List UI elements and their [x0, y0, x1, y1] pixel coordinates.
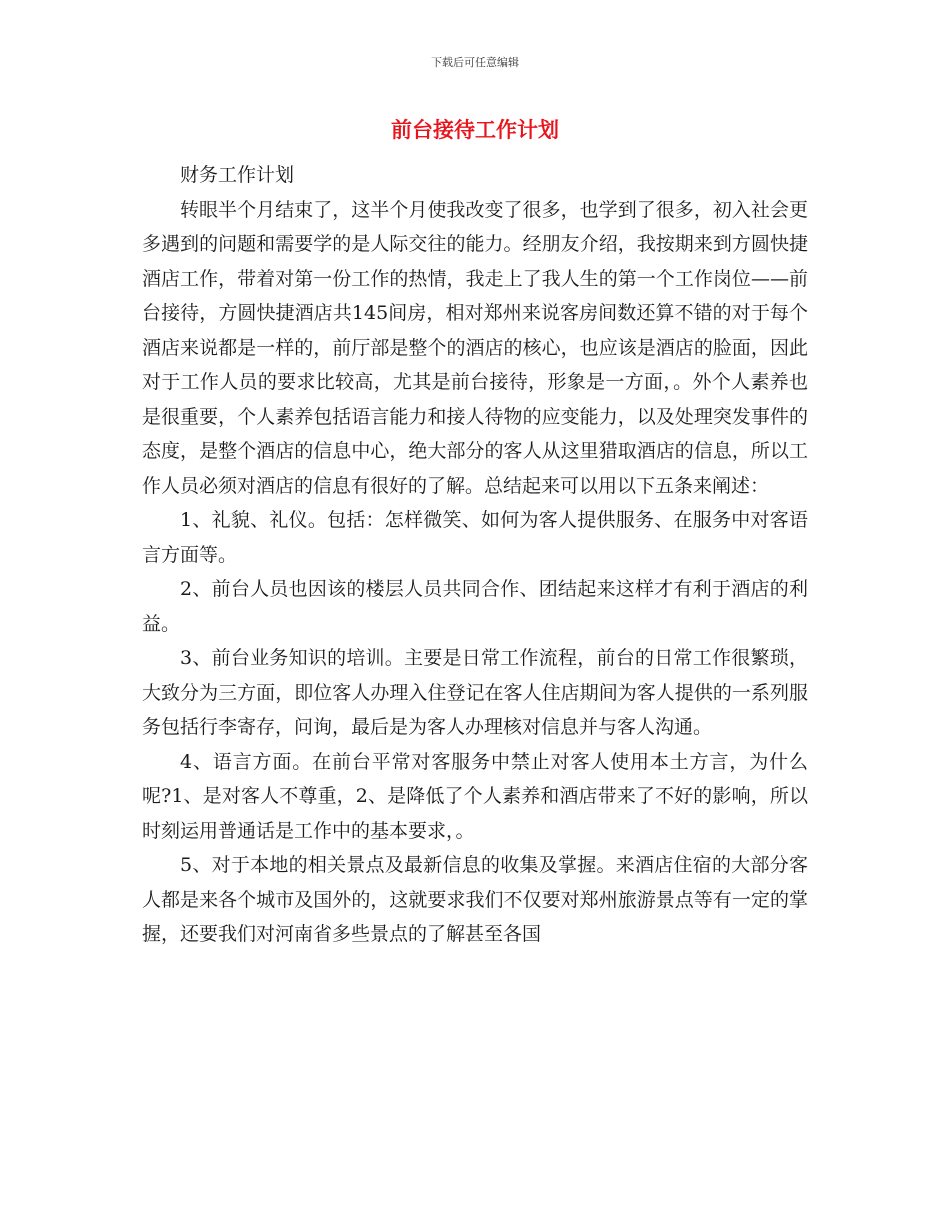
document-body [142, 158, 808, 952]
paragraph-intro: 转眼半个月结束了，这半个月使我改变了很多，也学到了很多，初入社会更多遇到的问题和需要学的是人际交往的能力。经朋友介绍，我按期来到方圆快捷酒店工作，带着对第一份工作的热情，我走上了我人生的第一个工作岗位——前台接待，方圆快捷酒店共145间房，相对郑州来说客房间数还算不错的对于每个酒店来说都是一样的，前厅部是整个的酒店的核心，也应该是酒店的脸面，因此对于工作人员的要求比较高，尤其是前台接待，形象是一方面，。外个人素养也是很重要，个人素养包括语言能力和接人待物的应变能力，以及处理突发事件的态度，是整个酒店的信息中心，绝大部分的客人从这里猎取酒店的信息，所以工作人员必须对酒店的信息有很好的了解。总结起来可以用以下五条来阐述： [142, 198, 808, 497]
paragraph-heading: 财务工作计划 [180, 164, 295, 186]
paragraph-item-5: 5、对于本地的相关景点及最新信息的收集及掌握。来酒店住宿的大部分客人都是来各个城市及国外的，这就要求我们不仅要对郑州旅游景点等有一定的掌握，还要我们对河南省多些景点的了解甚至各国 [142, 854, 808, 945]
paragraph-item-3: 3、前台业务知识的培训。主要是日常工作流程，前台的日常工作很繁琐，大致分为三方面，即位客人办理入住登记在客人住店期间为客人提供的一系列服务包括行李寄存，问询，最后是为客人办理核对信息并与客人沟通。 [142, 647, 808, 738]
paragraph-item-2: 2、前台人员也因该的楼层人员共同合作、团结起来这样才有利于酒店的利益。 [142, 578, 808, 635]
paragraph-item-4: 4、语言方面。在前台平常对客服务中禁止对客人使用本土方言，为什么呢?1、是对客人不尊重，2、是降低了个人素养和酒店带来了不好的影响，所以时刻运用普通话是工作中的基本要求，。 [142, 750, 808, 842]
document-title: 前台接待工作计划 [391, 118, 559, 142]
header-note: 下载后可任意编辑 [431, 56, 519, 69]
paragraph-item-1: 1、礼貌、礼仪。包括：怎样微笑、如何为客人提供服务、在服务中对客语言方面等。 [142, 509, 808, 566]
